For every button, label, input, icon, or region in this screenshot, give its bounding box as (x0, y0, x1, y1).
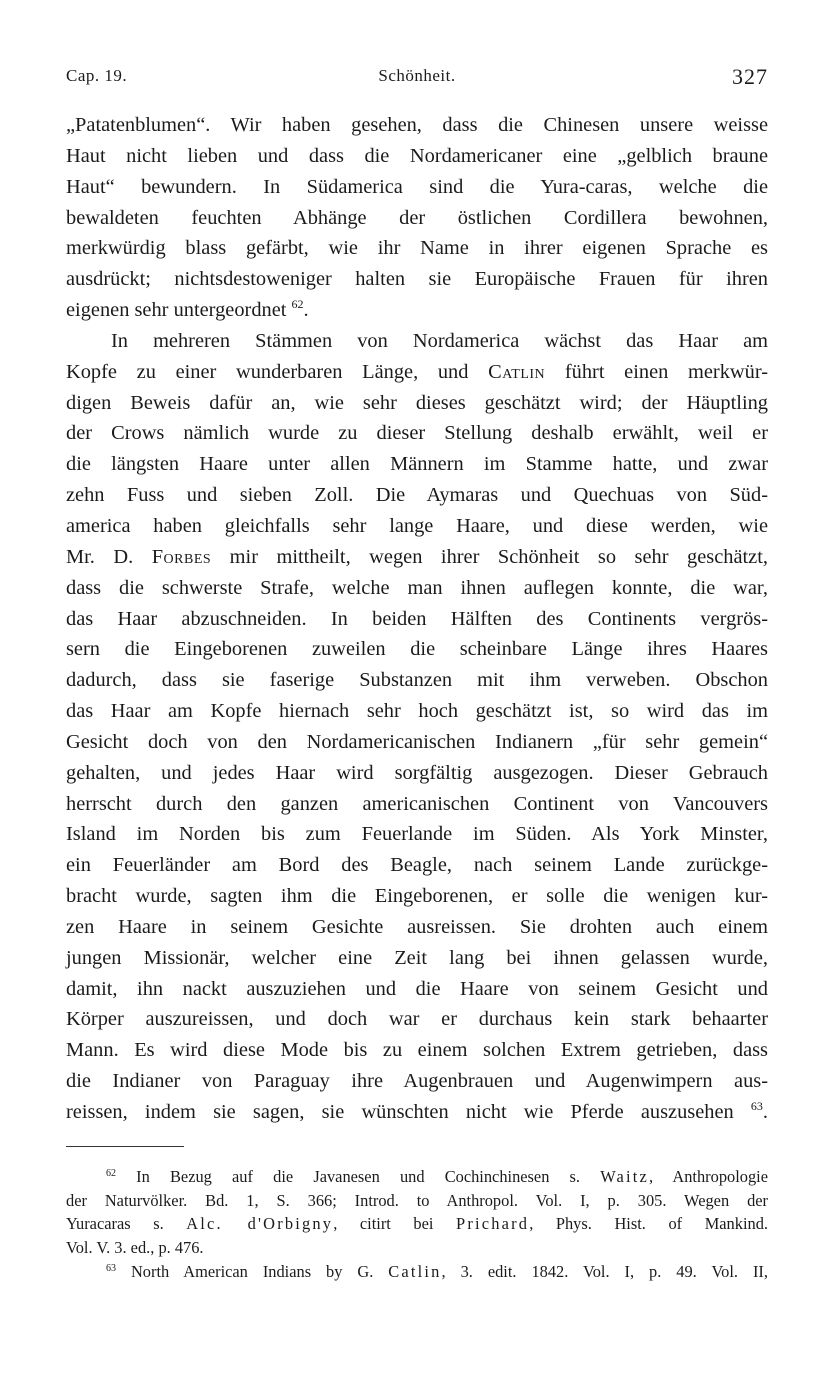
footnote-ref: 63 (106, 1263, 116, 1275)
body-line-p2-l7 (66, 511, 768, 542)
footnote-line-fn62-l1 (66, 1165, 768, 1189)
text-run: „Patatenblumen“. Wir haben gesehen, dass die Chinesen unsere weisse (66, 114, 768, 136)
text-run: Yuracaras s. (66, 1214, 187, 1234)
emphasized-name: Catlin (388, 1262, 442, 1282)
text-run: bewaldeten feuchten Abhänge der östlichen Cordillera bewohnen, (66, 206, 768, 229)
text-run: der Crows nämlich wurde zu dieser Stellung deshalb erwählt, weil er (66, 422, 768, 445)
body-line-p2-l2 (66, 357, 768, 388)
body-line-p2-l14 (66, 727, 768, 758)
text-run: Haut“ bewundern. In Südamerica sind die Yura-caras, welche die (66, 175, 768, 198)
chapter-label: Cap. 19. (66, 66, 128, 85)
text-run: . (303, 299, 309, 322)
text-run: zen Haare in seinem Gesichte ausreissen. Sie drohten auch einem (66, 915, 768, 938)
body-line-p2-l19 (66, 881, 768, 912)
emphasized-name: Waitz (600, 1166, 650, 1186)
body-line-p1-l1 (66, 110, 768, 141)
body-line-p2-l21 (66, 943, 768, 974)
text-run: gehalten, und jedes Haar wird sorgfältig ausgezogen. Dieser Gebrauch (66, 761, 768, 784)
emphasized-name: Catlin (488, 360, 546, 383)
text-run: jungen Missionär, welcher eine Zeit lang bei ihnen gelassen wurde, (66, 946, 768, 969)
footnote-separator (66, 1146, 184, 1147)
text-run: die Indianer von Paraguay ihre Augenbrauen und Augenwimpern aus- (66, 1070, 768, 1093)
text-run: herrscht durch den ganzen americanischen Continent von Vancouvers (66, 792, 768, 815)
body-line-p2-l20 (66, 912, 768, 943)
text-run: , Anthropologie (649, 1166, 768, 1186)
body-line-p2-l15 (66, 758, 768, 789)
body-line-p2-l26 (66, 1097, 768, 1128)
text-run: Mann. Es wird diese Mode bis zu einem solchen Extrem getrieben, dass (66, 1039, 768, 1062)
text-run: digen Beweis dafür an, wie sehr dieses geschätzt wird; der Häuptling (66, 391, 768, 414)
text-run: damit, ihn nackt auszuziehen und die Haare von seinem Gesicht und (66, 977, 768, 1000)
body-line-p1-l6 (66, 264, 768, 295)
text-run: , citirt bei (333, 1214, 457, 1234)
footnote-ref: 63 (750, 1099, 763, 1113)
text-run: america haben gleichfalls sehr lange Haare, und diese werden, wie (66, 514, 768, 537)
footnote-ref: 62 (106, 1167, 116, 1179)
text-run: North American Indians by G. (116, 1262, 389, 1282)
body-line-p1-l5 (66, 233, 768, 264)
text-run: . (762, 1101, 768, 1123)
body-line-p2-l17 (66, 819, 768, 850)
text-run: Körper auszureissen, und doch war er durchaus kein stark behaarter (66, 1008, 768, 1031)
text-run: bracht wurde, sagten ihm die Eingeborenen, er solle die wenigen kur- (66, 885, 768, 908)
book-page (66, 58, 768, 1284)
text-run: der Naturvölker. Bd. 1, S. 366; Introd. to Anthropol. Vol. I, p. 305. Wegen der (66, 1190, 768, 1210)
body-line-p2-l16 (66, 789, 768, 820)
body-line-p2-l10 (66, 604, 768, 635)
body-line-p2-l18 (66, 850, 768, 881)
text-run: Mr. D. (66, 545, 152, 568)
text-run: Gesicht doch von den Nordamericanischen Indianern „für sehr gemein“ (66, 730, 768, 753)
body-line-p2-l6 (66, 480, 768, 511)
footnote-ref: 62 (291, 297, 304, 312)
text-run: reissen, indem sie sagen, sie wünschten nicht wie Pferde auszusehen (66, 1101, 751, 1123)
text-run: , Phys. Hist. of Mankind. (529, 1214, 768, 1234)
body-line-p1-l4 (66, 203, 768, 234)
text-run: das Haar am Kopfe hiernach sehr hoch geschätzt ist, so wird das im (66, 700, 768, 723)
body-line-p2-l5 (66, 449, 768, 480)
footnote-line-fn62-l2 (66, 1189, 768, 1213)
footnotes (66, 1165, 768, 1284)
text-run: eigenen sehr untergeordnet (66, 299, 292, 322)
body-line-p2-l22 (66, 974, 768, 1005)
footnote-line-fn63-l1 (66, 1260, 768, 1284)
body-line-p2-l24 (66, 1035, 768, 1066)
body-line-p2-l12 (66, 665, 768, 696)
text-run: die längsten Haare unter allen Männern im Stamme hatte, und zwar (66, 453, 768, 476)
text-run: zehn Fuss und sieben Zoll. Die Aymaras und Quechuas von Süd- (66, 484, 768, 507)
text-run: In mehreren Stämmen von Nordamerica wächst das Haar am (111, 329, 768, 352)
emphasized-name: Alc. d'Orbigny (186, 1214, 334, 1234)
running-head (66, 58, 768, 98)
body-line-p1-l3 (66, 172, 768, 203)
text-run: dass die schwerste Strafe, welche man ihnen auflegen konnte, die war, (66, 576, 768, 599)
text-run: Haut nicht lieben und dass die Nordamericaner eine „gelblich braune (66, 144, 768, 167)
body-line-p2-l23 (66, 1004, 768, 1035)
text-run: führt einen merkwür- (545, 360, 769, 383)
text-run: dadurch, dass sie faserige Substanzen mit ihm verweben. Obschon (66, 669, 768, 692)
footnote-line-fn62-l4 (66, 1236, 768, 1260)
emphasized-name: Forbes (151, 545, 212, 568)
text-run: sern die Eingeborenen zuweilen die scheinbare Länge ihres Haares (66, 638, 768, 661)
body-line-p2-l4 (66, 418, 768, 449)
footnote-line-fn62-l3 (66, 1212, 768, 1236)
text-run: In Bezug auf die Javanesen und Cochinchinesen s. (116, 1166, 601, 1186)
emphasized-name: Prichard (456, 1214, 530, 1234)
body-line-p2-l13 (66, 696, 768, 727)
text-run: Island im Norden bis zum Feuerlande im Süden. Als York Minster, (66, 823, 768, 846)
text-run: mir mittheilt, wegen ihrer Schönheit so sehr geschätzt, (211, 545, 768, 568)
text-run: ein Feuerländer am Bord des Beagle, nach seinem Lande zurückge- (66, 854, 768, 877)
body-text (66, 110, 768, 1128)
body-line-p2-l3 (66, 388, 768, 419)
body-line-p2-l25 (66, 1066, 768, 1097)
body-line-p2-l9 (66, 573, 768, 604)
body-line-p1-l7 (66, 295, 768, 326)
page-number: 327 (732, 64, 768, 89)
body-line-p1-l2 (66, 141, 768, 172)
body-line-p2-l1 (66, 326, 768, 357)
body-line-p2-l8 (66, 542, 768, 573)
chapter-title: Schönheit. (378, 66, 456, 85)
text-run: Vol. V. 3. ed., p. 476. (66, 1238, 204, 1258)
text-run: ausdrückt; nichtsdestoweniger halten sie Europäische Frauen für ihren (66, 268, 768, 291)
text-run: merkwürdig blass gefärbt, wie ihr Name in ihrer eigenen Sprache es (66, 237, 768, 260)
body-line-p2-l11 (66, 634, 768, 665)
text-run: das Haar abzuschneiden. In beiden Hälften des Continents vergrös- (66, 607, 768, 630)
text-run: , 3. edit. 1842. Vol. I, p. 49. Vol. II, (441, 1262, 768, 1282)
text-run: Kopfe zu einer wunderbaren Länge, und (66, 360, 489, 383)
